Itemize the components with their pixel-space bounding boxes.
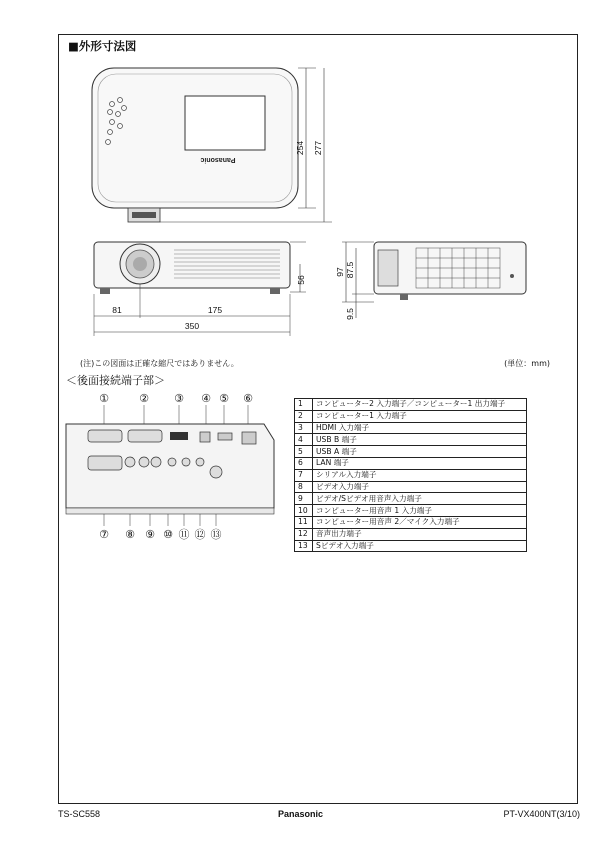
dim-front-height: 56 [296,275,306,285]
serial-port [88,456,122,470]
side-view-drawing [334,236,534,322]
brand-logo: Panasonic [200,156,236,163]
top-view-drawing [80,60,340,230]
dsub-port-2 [128,430,162,442]
table-row: 9 ビデオ/Sビデオ用音声入力端子 [295,493,527,505]
table-row: 2 コンピューター1 入力端子 [295,410,527,422]
front-view-drawing [80,236,310,342]
callout-4: ④ [201,392,211,405]
callout-3: ③ [174,392,184,405]
callout-12: ⑫ [194,528,206,541]
callout-8: ⑧ [125,528,135,541]
callout-13: ⑬ [210,528,222,541]
callout-11: ⑪ [178,528,190,541]
table-row: 1 コンピューター2 入力端子／コンピューター1 出力端子 [295,399,527,411]
table-row: 3 HDMI 入力端子 [295,422,527,434]
dim-side-height-1: 97 [335,267,345,277]
table-row: 10 コンピューター用音声 1 入力端子 [295,505,527,517]
callout-2: ② [139,392,149,405]
table-row: 6 LAN 端子 [295,457,527,469]
usb-b-port [200,432,210,442]
usb-a-port [218,433,232,440]
unit-note: (単位：mm) [504,359,550,368]
dim-width-mid: 175 [207,305,223,315]
table-row: 7 シリアル入力端子 [295,469,527,481]
dim-depth-body: 254 [295,140,305,156]
table-row: 8 ビデオ入力端子 [295,481,527,493]
dim-depth-total: 277 [313,140,323,156]
table-row: 4 USB B 端子 [295,434,527,446]
rear-panel-drawing [64,390,284,545]
dim-side-height-2: 87.5 [345,261,355,279]
port-table [294,398,527,552]
callout-9: ⑨ [145,528,155,541]
section-title: ■外形寸法図 [68,39,137,53]
footer-model-page: PT-VX400NT(3/10) [503,809,580,819]
scale-note: (注)この図面は正確な縮尺ではありません。 [80,359,239,368]
table-row: 13 Sビデオ入力端子 [295,540,527,552]
dim-width-total: 350 [184,321,200,331]
dim-side-height-3: 9.5 [345,308,355,320]
dsub-port-1 [88,430,122,442]
dim-width-left: 81 [112,305,122,315]
footer-brand: Panasonic [278,809,324,819]
top-window [185,96,265,150]
callout-6: ⑥ [243,392,253,405]
table-row: 5 USB A 端子 [295,446,527,458]
callout-5: ⑤ [219,392,229,405]
table-row: 12 音声出力端子 [295,528,527,540]
footer-doc-code: TS-SC558 [58,809,101,819]
table-row: 11 コンピューター用音声 2／マイク入力端子 [295,516,527,528]
callout-10: ⑩ [163,528,173,541]
callout-7: ⑦ [99,528,109,541]
rear-section-title: ＜後面接続端子部＞ [66,374,165,387]
callout-1: ① [99,392,109,405]
lan-port [242,432,256,444]
hdmi-port [170,432,188,440]
